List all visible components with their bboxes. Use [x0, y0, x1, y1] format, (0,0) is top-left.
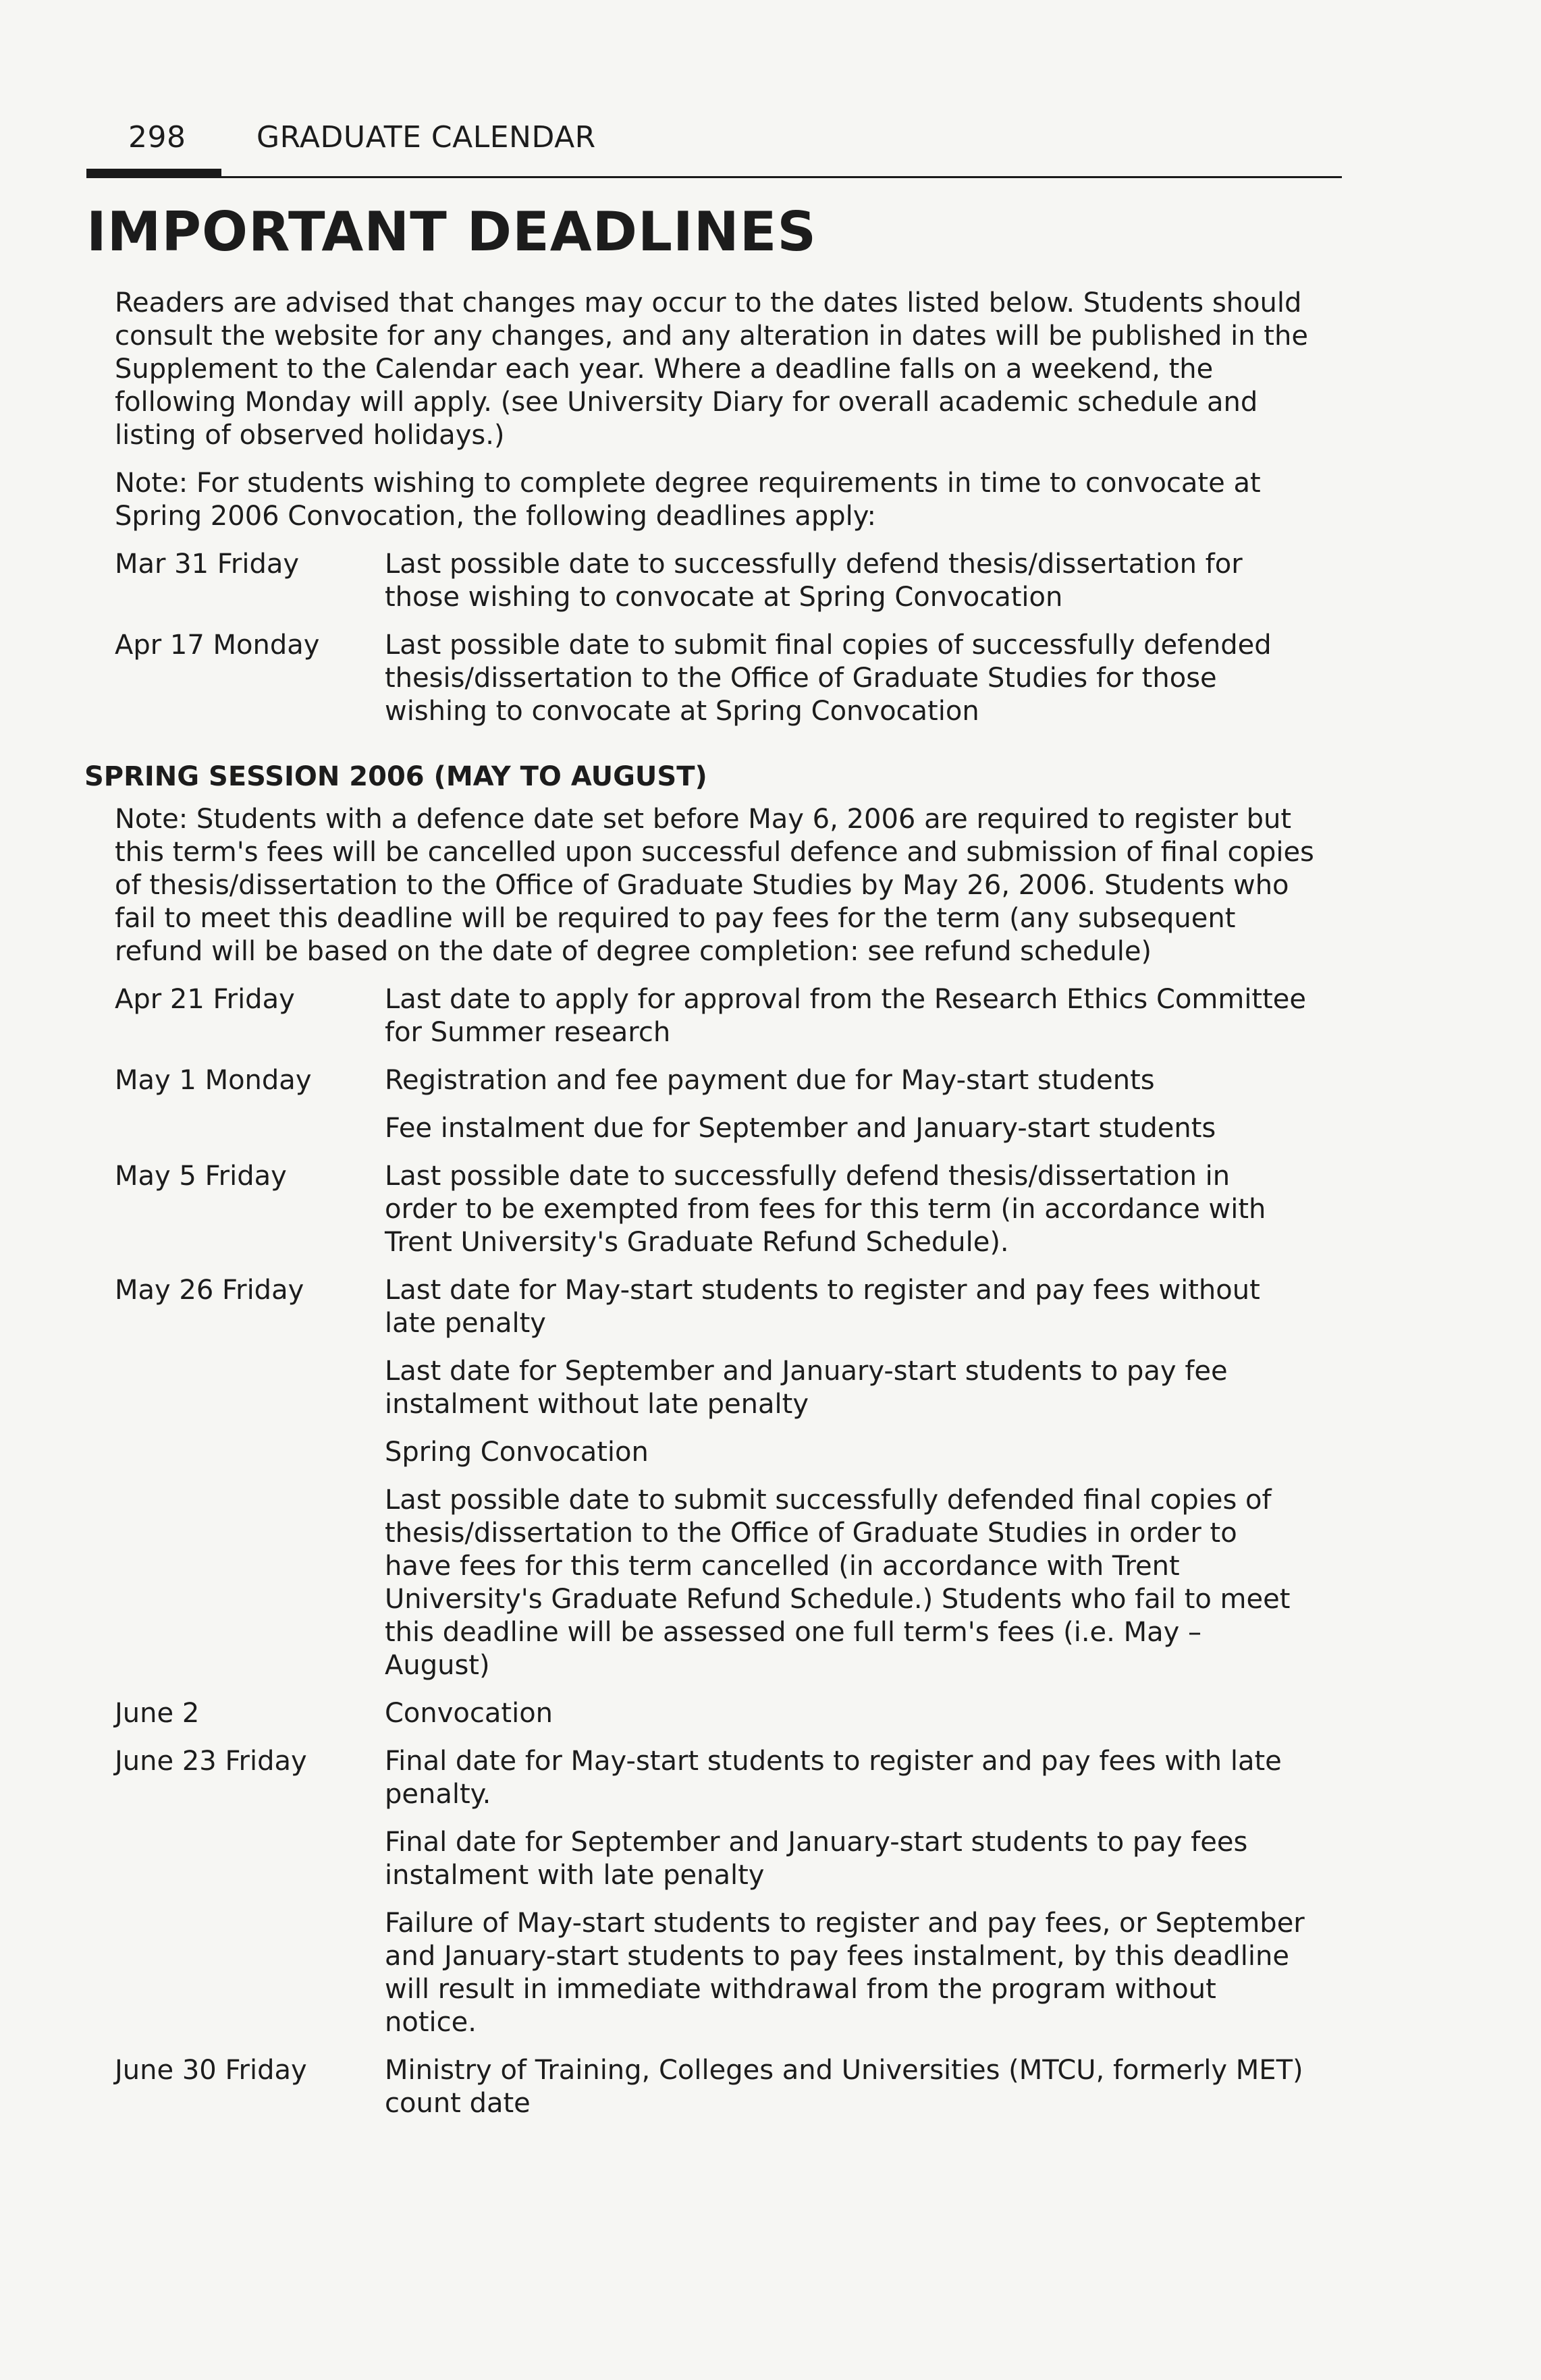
- deadline-description: Registration and fee payment due for May-start students: [385, 1065, 1155, 1096]
- deadline-descriptions: [385, 629, 1350, 728]
- deadline-description: Final date for September and January-start students to pay fees instalment with late penalty: [385, 1827, 1248, 1891]
- deadline-descriptions: [385, 1745, 1350, 2039]
- section-heading: SPRING SESSION 2006 (MAY TO AUGUST): [84, 761, 707, 792]
- deadline-descriptions: [385, 1274, 1350, 1682]
- deadline-description: Last possible date to successfully defend thesis/dissertation in order to be exempted from fees for this term (in accordance with Trent University's Graduate Refund Schedule).: [385, 1161, 1266, 1258]
- deadline-descriptions: [385, 2054, 1350, 2120]
- intro-paragraph: Readers are advised that changes may occur to the dates listed below. Students should consult the website for any changes, and any alteration in dates will be published in the Supplement to the Calendar each year. Where a deadline falls on a weekend, the following Monday will apply. (see University Diary for overall academic schedule and listing of observed holidays.): [115, 287, 1308, 451]
- deadline-description: Last possible date to successfully defend thesis/dissertation for those wishing to convocate at Spring Convocation: [385, 549, 1243, 613]
- deadline-descriptions: [385, 548, 1350, 614]
- header-rule: [86, 176, 1342, 178]
- deadline-description: Fee instalment due for September and January-start students: [385, 1113, 1216, 1144]
- deadline-descriptions: [385, 983, 1350, 1049]
- deadline-row: [115, 983, 1350, 1049]
- deadline-row: [115, 548, 1350, 614]
- convocation-deadline-list: [115, 548, 1350, 728]
- deadline-description: Convocation: [385, 1698, 553, 1729]
- running-header: [128, 120, 596, 155]
- deadline-description: Ministry of Training, Colleges and Universities (MTCU, formerly MET) count date: [385, 2055, 1303, 2119]
- deadline-descriptions: [385, 1064, 1350, 1145]
- spring-session-note: Note: Students with a defence date set before May 6, 2006 are required to register but this term's fees will be cancelled upon successful defence and submission of final copies of thesis/dissertation to the Office of Graduate Studies by May 26, 2006. Students who fail to meet this deadline will be required to pay fees for the term (any subsequent refund will be based on the date of degree completion: see refund schedule): [115, 804, 1314, 967]
- deadline-description: Last possible date to submit final copies of successfully defended thesis/dissertation to the Office of Graduate Studies for those wishing to convocate at Spring Convocation: [385, 630, 1272, 727]
- spring-deadline-list: [115, 983, 1350, 2120]
- deadline-row: [115, 2054, 1350, 2120]
- page-number: 298: [128, 120, 186, 155]
- deadline-date: June 2: [115, 1698, 200, 1729]
- deadline-date: Apr 17 Monday: [115, 630, 320, 661]
- deadline-row: [115, 629, 1350, 728]
- deadline-date: Apr 21 Friday: [115, 984, 295, 1015]
- deadline-row: [115, 1745, 1350, 2039]
- deadline-date: June 23 Friday: [115, 1746, 307, 1777]
- deadline-description: Last date for May-start students to register and pay fees without late penalty: [385, 1275, 1260, 1339]
- deadline-row: [115, 1160, 1350, 1259]
- convocation-note: Note: For students wishing to complete degree requirements in time to convocate at Spring 2006 Convocation, the following deadlines apply:: [115, 468, 1261, 532]
- deadline-description: Final date for May-start students to register and pay fees with late penalty.: [385, 1746, 1282, 1810]
- deadline-date: June 30 Friday: [115, 2055, 307, 2086]
- deadline-date: Mar 31 Friday: [115, 549, 300, 580]
- deadline-row: [115, 1697, 1350, 1730]
- deadline-date: May 5 Friday: [115, 1161, 287, 1192]
- deadline-description: Last date for September and January-start students to pay fee instalment without late penalty: [385, 1356, 1228, 1420]
- page-title: IMPORTANT DEADLINES: [86, 200, 817, 263]
- deadline-row: [115, 1064, 1350, 1145]
- deadline-description: Last date to apply for approval from the Research Ethics Committee for Summer research: [385, 984, 1307, 1048]
- deadline-descriptions: [385, 1697, 1350, 1730]
- deadline-date: May 26 Friday: [115, 1275, 304, 1306]
- deadline-date: May 1 Monday: [115, 1065, 312, 1096]
- deadline-description: Last possible date to submit successfully defended final copies of thesis/dissertation to the Office of Graduate Studies in order to have fees for this term cancelled (in accordance with Trent University's Graduate Refund Schedule.) Students who fail to meet this deadline will be assessed one full term's fees (i.e. May – August): [385, 1485, 1291, 1681]
- page-content: [84, 287, 1350, 2135]
- deadline-description: Spring Convocation: [385, 1437, 649, 1468]
- deadline-row: [115, 1274, 1350, 1682]
- deadline-descriptions: [385, 1160, 1350, 1259]
- running-title: GRADUATE CALENDAR: [256, 120, 596, 155]
- deadline-description: Failure of May-start students to register and pay fees, or September and January-start students to pay fees instalment, by this deadline will result in immediate withdrawal from the program without notice.: [385, 1908, 1305, 2038]
